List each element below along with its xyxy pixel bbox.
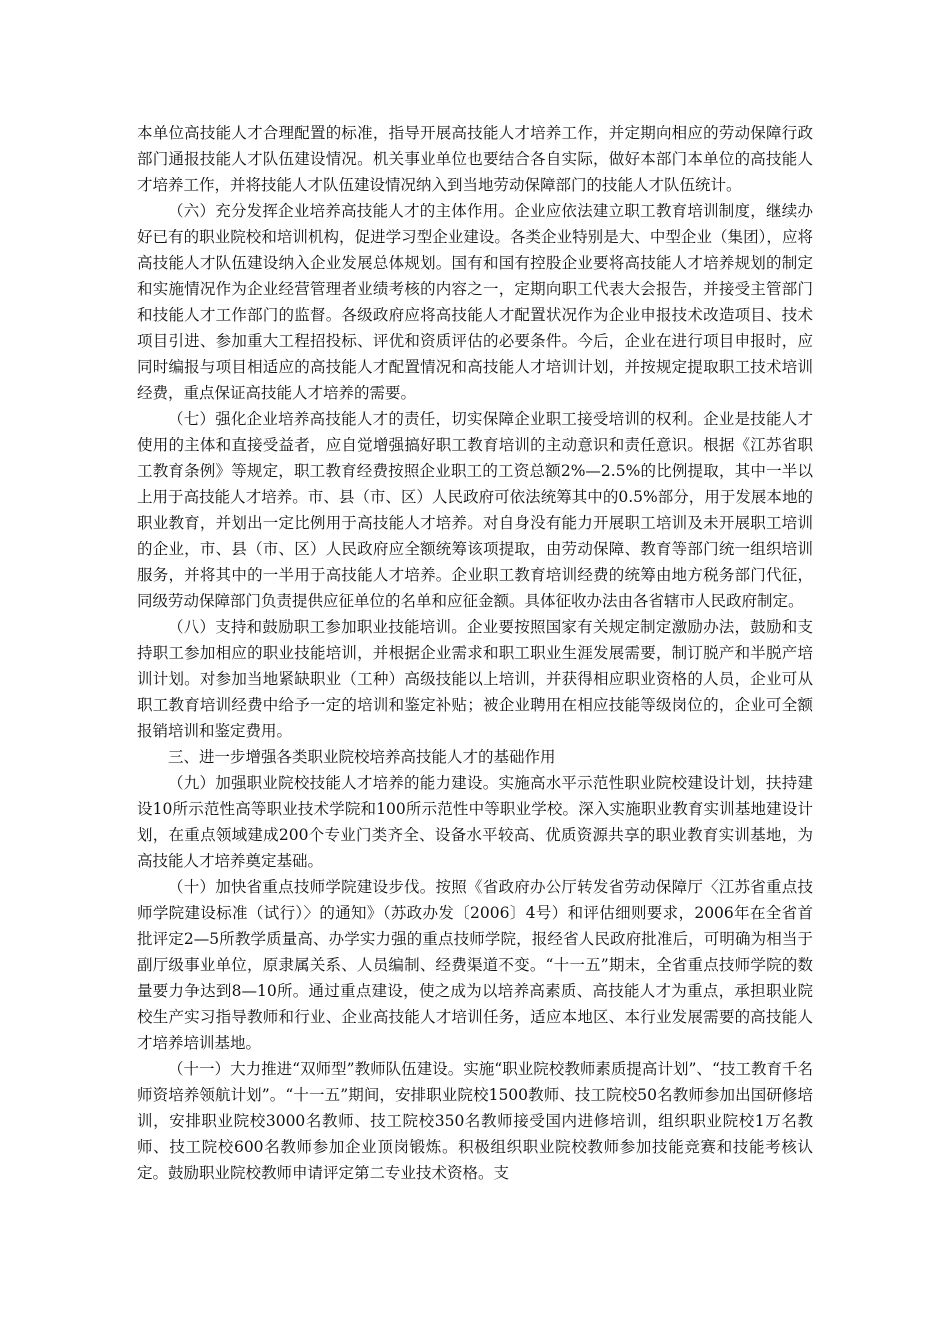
paragraph-section-10: （十）加快省重点技师学院建设步伐。按照《省政府办公厅转发省劳动保障厅〈江苏省重点技师学院建设标准（试行）〉的通知》（苏政办发〔2006〕4号）和评估细则要求，2006年在全省首批评定2—5所教学质量高、办学实力强的重点技师学院，报经省人民政府批准后，可明确为相当于副厅级事业单位，原隶属关系、人员编制、经费渠道不变。“十一五”期末，全省重点技师学院的数量要力争达到8—10所。通过重点建设，使之成为以培养高素质、高技能人才为重点，承担职业院校生产实习指导教师和行业、企业高技能人才培训任务，适应本地区、本行业发展需要的高技能人才培养培训基地。 bbox=[137, 878, 813, 1052]
paragraph-section-6: （六）充分发挥企业培养高技能人才的主体作用。企业应依法建立职工教育培训制度，继续办好已有的职业院校和培训机构，促进学习型企业建设。各类企业特别是大、中型企业（集团），应将高技能人才队伍建设纳入企业发展总体规划。国有和国有控股企业要将高技能人才培养规划的制定和实施情况作为企业经营管理者业绩考核的内容之一，定期向职工代表大会报告，并接受主管部门和技能人才工作部门的监督。各级政府应将高技能人才配置状况作为企业申报技术改造项目、技术项目引进、参加重大工程招投标、评优和资质评估的必要条件。今后，企业在进行项目申报时，应同时编报与项目相适应的高技能人才配置情况和高技能人才培训计划，并按规定提取职工技术培训经费，重点保证高技能人才培养的需要。 bbox=[137, 202, 813, 402]
paragraph-section-11: （十一）大力推进“双师型”教师队伍建设。实施“职业院校教师素质提高计划”、“技工教育千名师资培养领航计划”。“十一五”期间，安排职业院校1500教师、技工院校50名教师参加出国研修培训，安排职业院校3000名教师、技工院校350名教师接受国内进修培训，组织职业院校1万名教师、技工院校600名教师参加企业顶岗锻炼。积极组织职业院校教师参加技能竞赛和技能考核认定。鼓励职业院校教师申请评定第二专业技术资格。支 bbox=[137, 1060, 813, 1182]
paragraph-continuation: 本单位高技能人才合理配置的标准，指导开展高技能人才培养工作，并定期向相应的劳动保障行政部门通报技能人才队伍建设情况。机关事业单位也要结合各自实际，做好本部门本单位的高技能人才培养工作，并将技能人才队伍建设情况纳入到当地劳动保障部门的技能人才队伍统计。 bbox=[137, 124, 813, 194]
paragraph-section-9: （九）加强职业院校技能人才培养的能力建设。实施高水平示范性职业院校建设计划，扶持建设10所示范性高等职业技术学院和100所示范性中等职业学校。深入实施职业教育实训基地建设计划，在重点领域建成200个专业门类齐全、设备水平较高、优质资源共享的职业教育实训基地，为高技能人才培养奠定基础。 bbox=[137, 774, 813, 870]
paragraph-section-7: （七）强化企业培养高技能人才的责任，切实保障企业职工接受培训的权利。企业是技能人才使用的主体和直接受益者，应自觉增强搞好职工教育培训的主动意识和责任意识。根据《江苏省职工教育条例》等规定，职工教育经费按照企业职工的工资总额2%—2.5%的比例提取，其中一半以上用于高技能人才培养。市、县（市、区）人民政府可依法统筹其中的0.5%部分，用于发展本地的职业教育，并划出一定比例用于高技能人才培养。对自身没有能力开展职工培训及未开展职工培训的企业，市、县（市、区）人民政府应全额统筹该项提取，由劳动保障、教育等部门统一组织培训服务，并将其中的一半用于高技能人才培养。企业职工教育培训经费的统筹由地方税务部门代征，同级劳动保障部门负责提供应征单位的名单和应征金额。具体征收办法由各省辖市人民政府制定。 bbox=[137, 410, 813, 610]
section-heading-3: 三、进一步增强各类职业院校培养高技能人才的基础作用 bbox=[168, 748, 556, 766]
paragraph-section-8: （八）支持和鼓励职工参加职业技能培训。企业要按照国家有关规定制定激励办法，鼓励和支持职工参加相应的职业技能培训，并根据企业需求和职工职业生涯发展需要，制订脱产和半脱产培训计划。对参加当地紧缺职业（工种）高级技能以上培训，并获得相应职业资格的人员，企业可从职工教育培训经费中给予一定的培训和鉴定补贴；被企业聘用在相应技能等级岗位的，企业可全额报销培训和鉴定费用。 bbox=[137, 618, 813, 740]
document-body bbox=[137, 120, 813, 1186]
